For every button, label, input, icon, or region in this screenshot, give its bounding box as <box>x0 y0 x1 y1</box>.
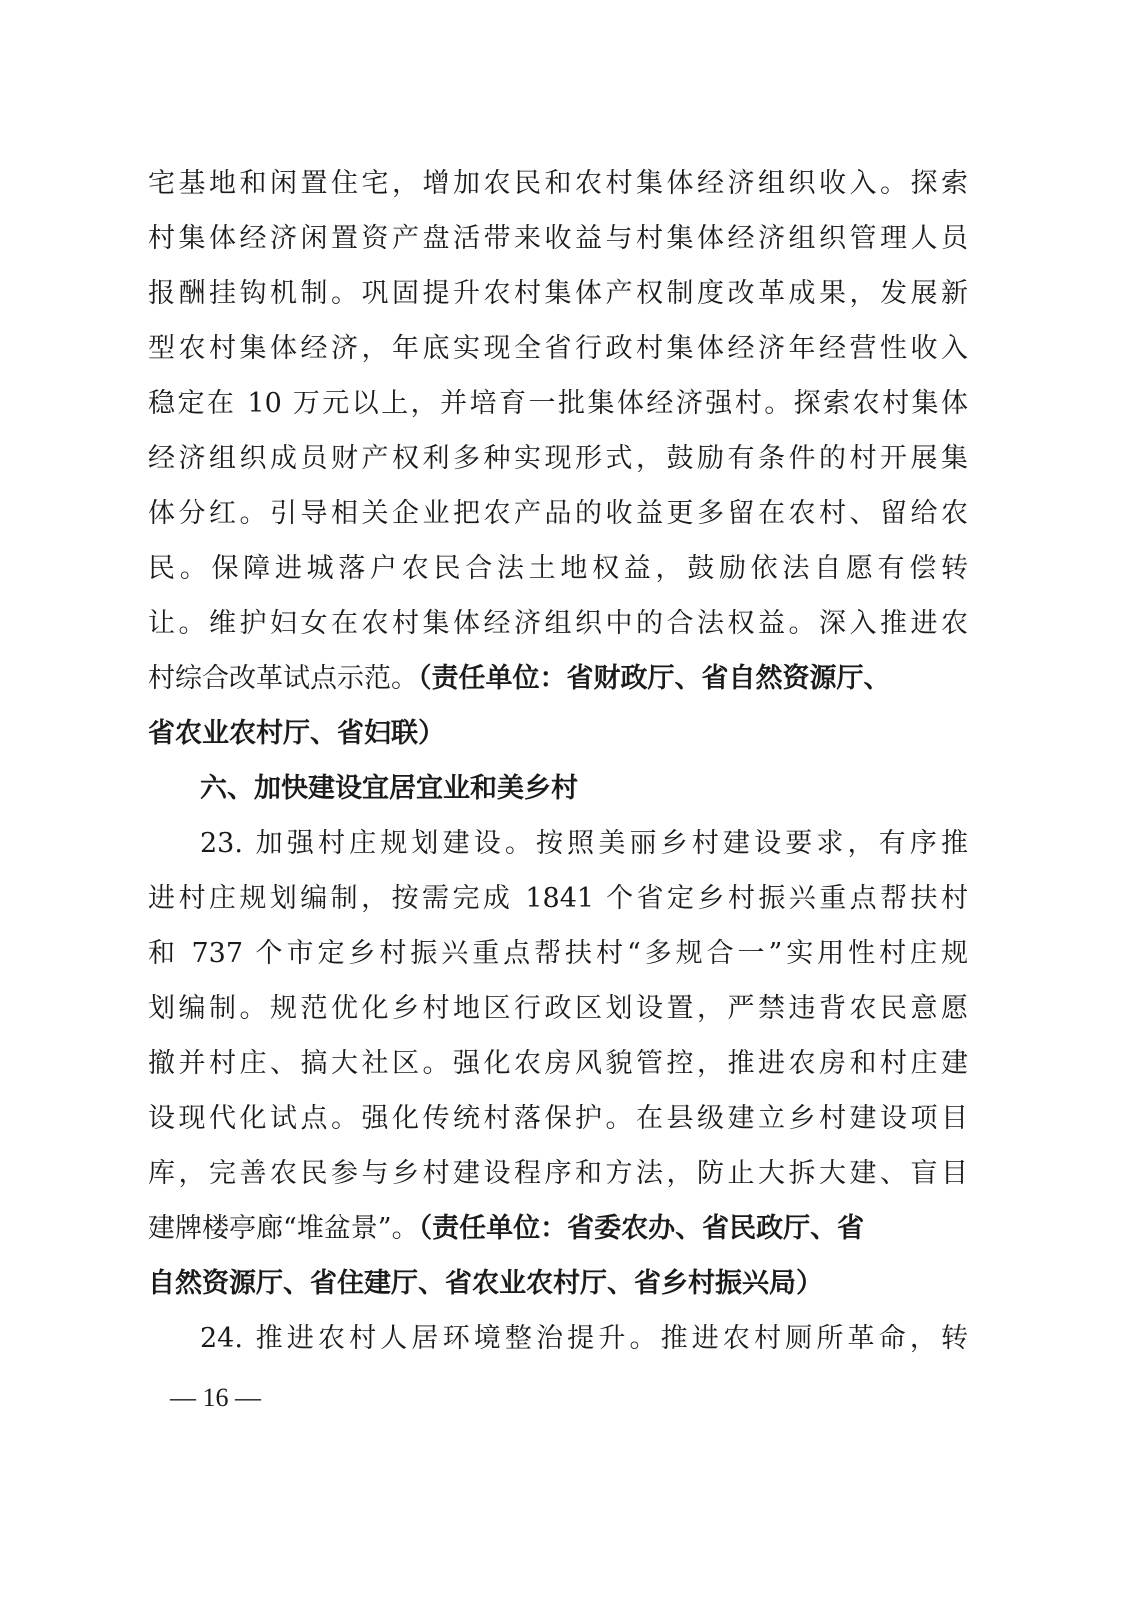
responsible-units: 自然资源厅、省住建厅、省农业农村厅、省乡村振兴局） <box>148 1268 823 1299</box>
paragraph-line: 型农村集体经济，年底实现全省行政村集体经济年经营性收入 <box>148 333 968 364</box>
paragraph-line-mixed <box>148 1209 968 1249</box>
responsible-units: 省农业农村厅、省妇联） <box>148 718 445 749</box>
paragraph-line: 划编制。规范优化乡村地区行政区划设置，严禁违背农民意愿 <box>148 993 968 1024</box>
paragraph-line: 撤并村庄、搞大社区。强化农房风貌管控，推进农房和村庄建 <box>148 1048 968 1079</box>
responsible-units: （责任单位：省财政厅、省自然资源厅、 <box>418 663 891 694</box>
paragraph-line: 库，完善农民参与乡村建设程序和方法，防止大拆大建、盲目 <box>148 1158 968 1189</box>
paragraph-line: 进村庄规划编制，按需完成 1841 个省定乡村振兴重点帮扶村 <box>148 883 968 914</box>
paragraph-line: 报酬挂钩机制。巩固提升农村集体产权制度改革成果，发展新 <box>148 278 968 309</box>
item-24-heading-line: 24. 推进农村人居环境整治提升。推进农村厕所革命，转 <box>200 1323 968 1354</box>
paragraph-line: 让。维护妇女在农村集体经济组织中的合法权益。深入推进农 <box>148 608 968 639</box>
page-number: — 16 — <box>170 1383 261 1412</box>
paragraph-line: 民。保障进城落户农民合法土地权益，鼓励依法自愿有偿转 <box>148 553 968 584</box>
paragraph-line: 村集体经济闲置资产盘活带来收益与村集体经济组织管理人员 <box>148 223 968 254</box>
paragraph-line-mixed <box>148 659 968 699</box>
item-23-heading-line: 23. 加强村庄规划建设。按照美丽乡村建设要求，有序推 <box>200 828 968 859</box>
paragraph-line: 和 737 个市定乡村振兴重点帮扶村“多规合一”实用性村庄规 <box>148 938 968 969</box>
paragraph-text: 村综合改革试点示范。 <box>148 663 418 694</box>
paragraph-text: 建牌楼亭廊“堆盆景”。 <box>148 1213 419 1244</box>
responsible-units: （责任单位：省委农办、省民政厅、省 <box>418 1213 865 1244</box>
paragraph-line: 宅基地和闲置住宅，增加农民和农村集体经济组织收入。探索 <box>148 168 968 199</box>
paragraph-line: 设现代化试点。强化传统村落保护。在县级建立乡村建设项目 <box>148 1103 968 1134</box>
section-heading: 六、加快建设宜居宜业和美乡村 <box>200 773 578 804</box>
paragraph-line: 体分红。引导相关企业把农产品的收益更多留在农村、留给农 <box>148 498 968 529</box>
paragraph-line: 稳定在 10 万元以上，并培育一批集体经济强村。探索农村集体 <box>148 388 968 419</box>
paragraph-line: 经济组织成员财产权利多种实现形式，鼓励有条件的村开展集 <box>148 443 968 474</box>
